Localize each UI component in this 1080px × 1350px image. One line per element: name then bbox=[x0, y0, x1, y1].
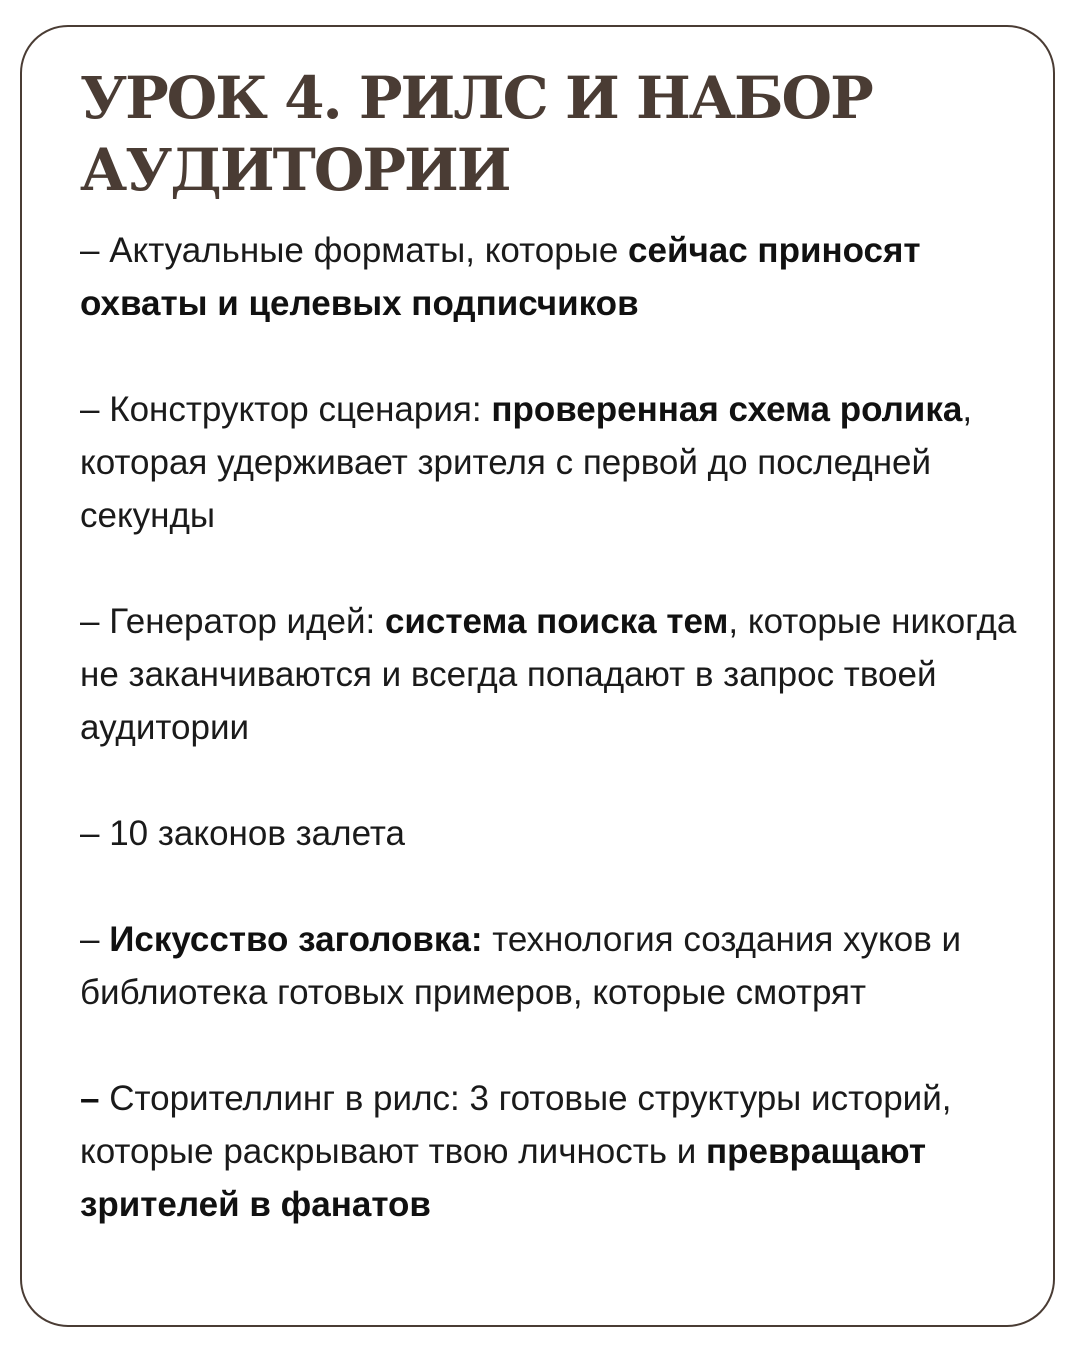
item-text: – Актуальные форматы, которые bbox=[80, 231, 629, 270]
lesson-title: УРОК 4. РИЛС И НАБОР АУДИТОРИИ bbox=[80, 64, 872, 204]
item-text: , которая удерживает зрителя с первой до последней секунды bbox=[80, 390, 973, 535]
item-text-bold: превращают зрителей в фанатов bbox=[80, 1132, 926, 1224]
item-text-bold: – bbox=[80, 1079, 100, 1118]
item-text: – Конструктор сценария: bbox=[80, 390, 492, 429]
item-text: – 10 законов залета bbox=[80, 814, 405, 853]
item-text-bold: проверенная схема ролика bbox=[491, 390, 963, 429]
list-item bbox=[80, 595, 1020, 754]
list-item bbox=[80, 383, 1020, 542]
item-text: Сторителлинг в рилс: 3 готовые структуры историй, которые раскрывают твою личность и bbox=[80, 1079, 952, 1171]
list-item bbox=[80, 807, 1020, 860]
item-text-bold: Искусство заголовка: bbox=[109, 920, 483, 959]
item-text: – Генератор идей: bbox=[80, 602, 385, 641]
item-text-bold: система поиска тем bbox=[384, 602, 729, 641]
list-item bbox=[80, 913, 1020, 1019]
item-text: – bbox=[80, 920, 110, 959]
item-text: , которые никогда не заканчиваются и всегда попадают в запрос твоей аудитории bbox=[80, 602, 1017, 747]
list-item bbox=[80, 224, 1020, 330]
item-text: технология создания хуков и библиотека готовых примеров, которые смотрят bbox=[80, 920, 962, 1012]
list-item bbox=[80, 1072, 1020, 1231]
item-text-bold: сейчас приносят охваты и целевых подписчиков bbox=[80, 231, 921, 323]
lesson-topics-list bbox=[80, 224, 1020, 1231]
